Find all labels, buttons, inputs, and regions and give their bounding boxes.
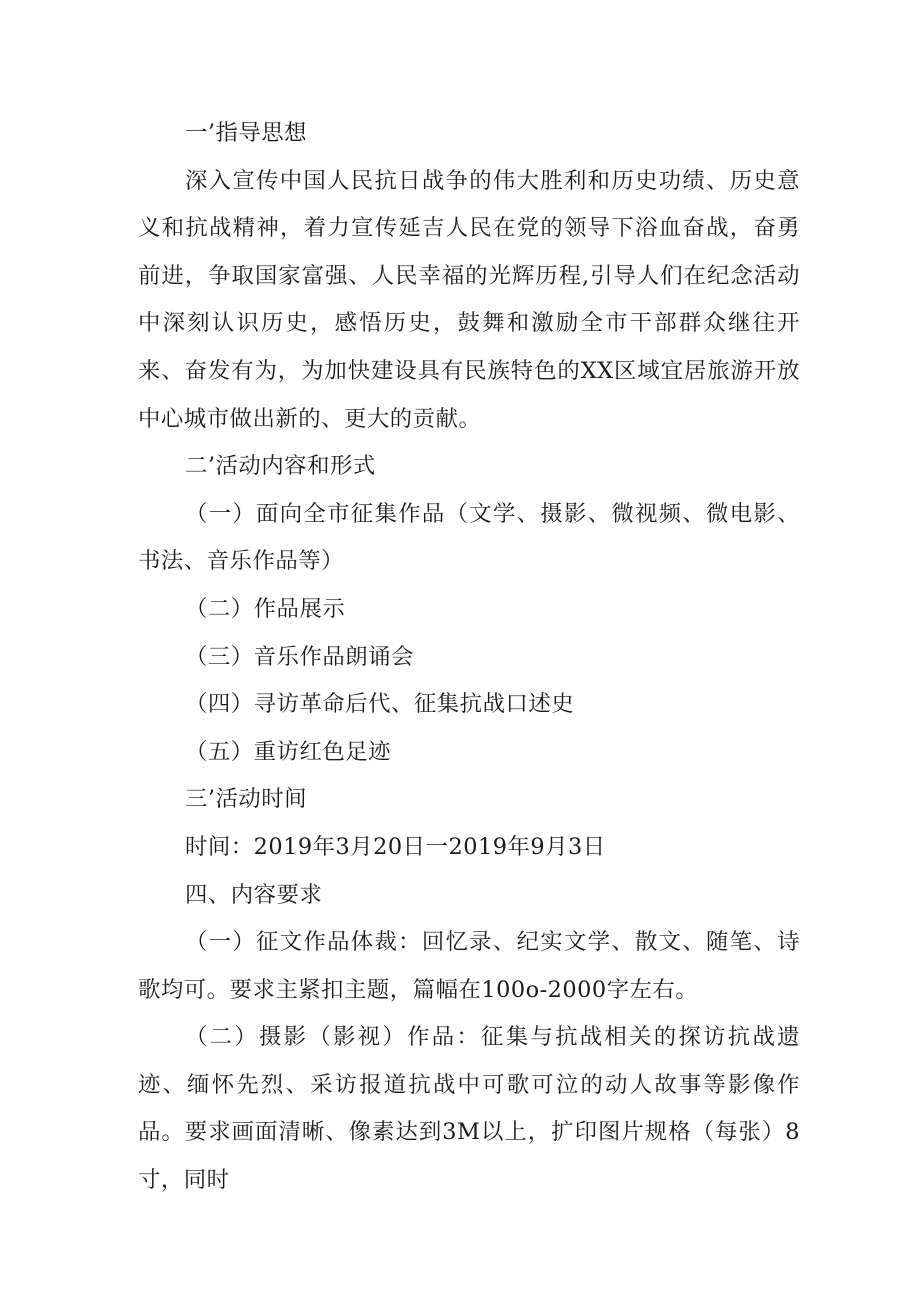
- list-item-activity-2: （二）作品展示: [185, 595, 346, 622]
- list-item-requirement-1: （一）征文作品体裁：回忆录、纪实文学、散文、随笔、诗歌均可。要求主紧扣主题，篇幅在100o-2000字左右。: [138, 929, 800, 1003]
- section-heading-activity-content: 二’活动内容和形式: [185, 453, 376, 480]
- section-heading-activity-time: 三’活动时间: [185, 786, 308, 813]
- section-heading-content-requirements: 四、内容要求: [185, 881, 323, 908]
- paragraph-guiding-ideology: 深入宣传中国人民抗日战争的伟大胜利和历史功绩、历史意义和抗战精神，着力宣传延吉人民在党的领导下浴血奋战，奋勇前进，争取国家富强、人民幸福的光辉历程,引导人们在纪念活动中深刻认识历史，感悟历史，鼓舞和激励全市干部群众继往开来、奋发有为，为加快建设具有民族特色的XX区域宜居旅游开放中心城市做出新的、更大的贡献。: [138, 167, 800, 432]
- list-item-activity-1: （一）面向全市征集作品（文学、摄影、微视频、微电影、书法、音乐作品等）: [138, 500, 800, 575]
- paragraph-activity-time: 时间：2019年3月20日一2019年9月3日: [185, 833, 606, 860]
- document-body: [138, 110, 800, 1205]
- list-item-activity-3: （三）音乐作品朗诵会: [185, 643, 414, 670]
- list-item-requirement-2: （二）摄影（影视）作品：征集与抗战相关的探访抗战遗迹、缅怀先烈、采访报道抗战中可歌可泣的动人故事等影像作品。要求画面清晰、像素达到3M以上，扩印图片规格（每张）8寸，同时: [138, 1024, 800, 1194]
- section-heading-guiding-ideology: 一’指导思想: [185, 120, 308, 146]
- list-item-activity-5: （五）重访红色足迹: [185, 738, 392, 765]
- list-item-activity-4: （四）寻访革命后代、征集抗战口述史: [185, 691, 575, 718]
